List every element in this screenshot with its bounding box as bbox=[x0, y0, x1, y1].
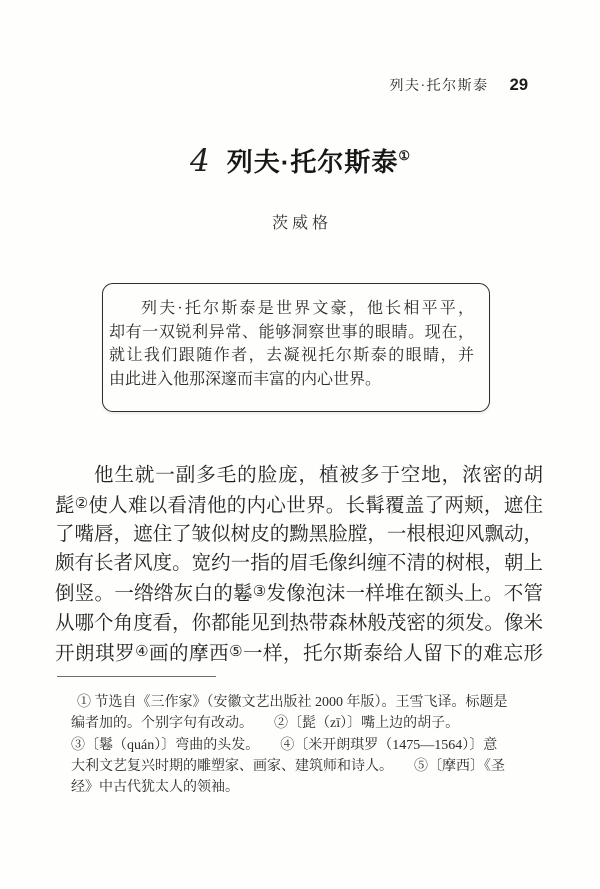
lesson-name: 列夫·托尔斯泰 bbox=[226, 147, 399, 177]
body-line: 颇有长者风度。宽约一指的眉毛像纠缠不清的树根，朝上 bbox=[55, 553, 543, 575]
author-name: 茨威格 bbox=[271, 215, 332, 232]
lesson-title bbox=[0, 136, 600, 182]
footnote-line: ③〔鬈（quán）〕弯曲的头发。 ④〔米开朗琪罗（1475—1564）〕意 bbox=[71, 737, 498, 753]
running-title: 列夫·托尔斯泰 bbox=[389, 79, 489, 94]
footnote-ref-mark: ③ bbox=[252, 584, 267, 601]
running-header bbox=[389, 75, 528, 97]
intro-box-line: 却有一双锐利异常、能够洞察世事的眼睛。现在， bbox=[109, 323, 474, 341]
body-line: 了嘴唇，遮住了皱似树皮的黝黑脸膛，一根根迎风飘动， bbox=[55, 524, 543, 546]
footnote-ref-mark: ⑤ bbox=[229, 643, 243, 660]
body-line: 倒竖。一绺绺灰白的鬈③发像泡沫一样堆在额头上。不管 bbox=[55, 583, 543, 605]
footnote-ref-mark: ④ bbox=[135, 643, 149, 660]
footnote-line: 大利文艺复兴时期的雕塑家、画家、建筑师和诗人。 ⑤〔摩西〕《圣 bbox=[71, 758, 505, 774]
footnote-separator bbox=[57, 676, 216, 677]
footnote-line: 经》中古代犹太人的领袖。 bbox=[71, 780, 239, 796]
body-line: 髭②使人难以看清他的内心世界。长髯覆盖了两颊，遮住 bbox=[55, 495, 543, 517]
footnotes bbox=[71, 692, 543, 798]
intro-box-line: 列夫·托尔斯泰是世界文豪，他长相平平， bbox=[141, 300, 474, 317]
title-footnote-ref: ① bbox=[398, 148, 411, 163]
body-line: 从哪个角度看，你都能见到热带森林般茂密的须发。像米 bbox=[55, 612, 543, 634]
body-paragraph bbox=[55, 461, 543, 668]
page-number: 29 bbox=[509, 76, 528, 94]
intro-box bbox=[102, 283, 490, 412]
lesson-number: 4 bbox=[189, 143, 210, 179]
footnote-line: ① 节选自《三作家》（安徽文艺出版社 2000 年版）。王雪飞译。标题是 bbox=[77, 695, 508, 710]
intro-box-line: 就让我们跟随作者，去凝视托尔斯泰的眼睛，并 bbox=[109, 347, 474, 364]
footnote-ref-mark: ② bbox=[74, 496, 89, 512]
intro-box-line: 由此进入他那深邃而丰富的内心世界。 bbox=[109, 370, 382, 388]
footnote-line: 编者加的。个别字句有改动。 ②〔髭（zī）〕嘴上边的胡子。 bbox=[71, 716, 460, 732]
body-line: 开朗琪罗④画的摩西⑤一样，托尔斯泰给人留下的难忘形 bbox=[55, 642, 543, 664]
body-line: 他生就一副多毛的脸庞，植被多于空地，浓密的胡 bbox=[94, 465, 543, 486]
